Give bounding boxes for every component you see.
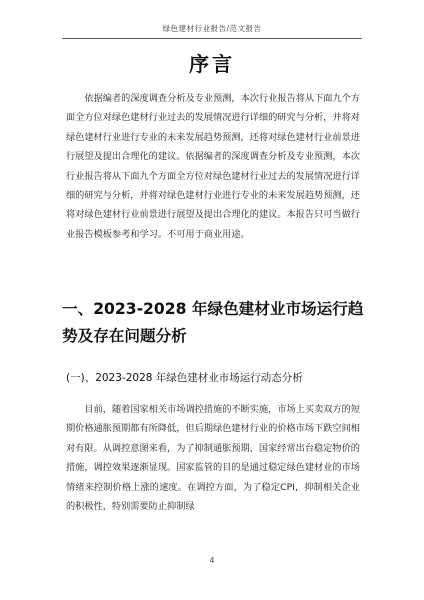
subsection-heading: (一)、2023-2028 年绿色建材业市场运行动态分析 [66, 372, 303, 384]
section-heading: 一、2023-2028 年绿色建材业市场运行趋势及存在问题分析 [62, 300, 364, 345]
preface-title: 序言 [189, 52, 235, 76]
preface-paragraph: 依据编者的深度调查分析及专业预测，本次行业报告将从下面九个方面全方位对绿色建材行业过去的发展情况进行详细的研究与分析，并将对绿色建材行业进行专业的未来发展趋势预测，还将对绿色建材行业前景进行展望及提出合理化的建议。依据编者的深度调查分析及专业预测，本次行业报告将从下面九个方面全方位对绿色建材行业过去的发展情况进行详细的研究与分析，并将对绿色建材行业进行专业的未来发展趋势预测，还将对绿色建材行业前景进行展望及提出合理化的建议。本报告只可当做行业报告模板参考和学习。不可用于商业用途。 [66, 93, 361, 240]
running-header: 绿色建材行业报告/范文报告 [62, 22, 362, 39]
page-number: 4 [209, 556, 215, 565]
section-paragraph: 目前，随着国家相关市场调控措施的不断实施，市场上买卖双方的短期价格通胀预期都有所降低，但后期绿色建材行业的价格市场下跌空间相对有限。从调控意图来看，为了抑制通胀预期，国家经常出台稳定物价的措施，调控效果逐渐显现。国家监管的目的是通过稳定绿色建材业的市场情绪来控制价格上涨的速度。在调控方面，为了稳定CPI，抑制相关企业的积极性，特别需要防止抑制绿 [66, 404, 361, 513]
